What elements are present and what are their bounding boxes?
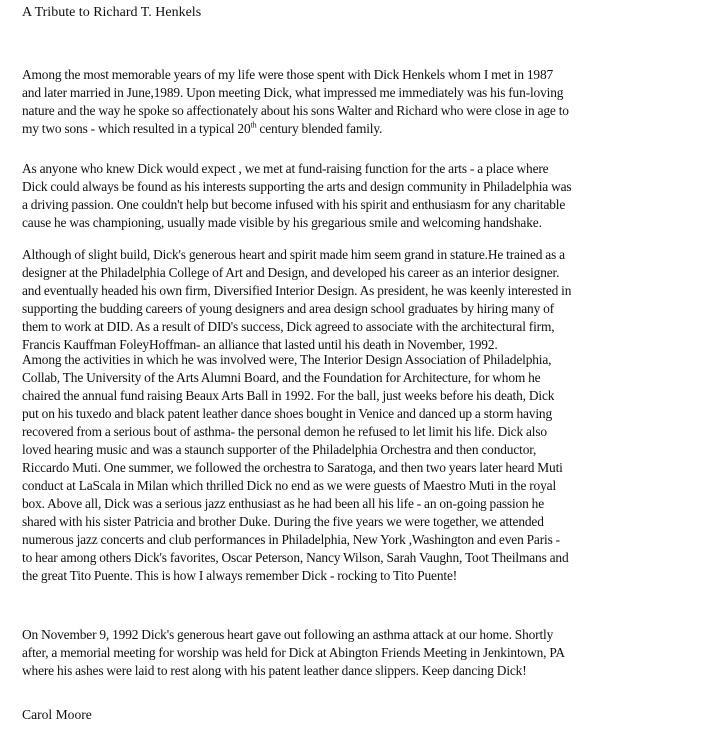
paragraph-line: Francis Kauffman FoleyHoffman- an alliance that lasted until his death in November, 1992. bbox=[22, 337, 498, 352]
paragraph-line: nature and the way he spoke so affectionately about his sons Walter and Richard who were close in age to bbox=[22, 103, 569, 118]
paragraph-line: As anyone who knew Dick would expect , we met at fund-raising function for the arts - a place where bbox=[22, 161, 549, 176]
paragraph-line: loved hearing music and was a staunch supporter of the Philadelphia Orchestra and then conductor, bbox=[22, 442, 537, 457]
paragraph-arts-community bbox=[22, 160, 722, 232]
paragraph-line: shared with his sister Patricia and brother Duke. During the five years we were together, we attended bbox=[22, 514, 544, 529]
paragraph-line: where his ashes were laid to rest along with his patent leather dance slippers. Keep dancing Dick! bbox=[22, 663, 527, 678]
paragraph-line: Riccardo Muti. One summer, we followed the orchestra to Saratoga, and then two years later heard Muti bbox=[22, 460, 563, 475]
paragraph-line: and eventually headed his own firm, Diversified Interior Design. As president, he was keenly interested in bbox=[22, 283, 572, 298]
paragraph-line: designer at the Philadelphia College of Art and Design, and developed his career as an interior designer. bbox=[22, 265, 560, 280]
paragraph-line: them to work at DID. As a result of DID's success, Dick agreed to associate with the architectural firm, bbox=[22, 319, 555, 334]
line-text-after-superscript: century blended family. bbox=[256, 121, 383, 136]
paragraph-line: chaired the annual fund raising Beaux Arts Ball in 1992. For the ball, just weeks before his death, Dick bbox=[22, 388, 555, 403]
paragraph-line: box. Above all, Dick was a serious jazz enthusiast as he had been all his life - an on-going passion he bbox=[22, 496, 544, 511]
line-text-before-superscript: my two sons - which resulted in a typical 20 bbox=[22, 121, 251, 136]
paragraph-line: and later married in June,1989. Upon meeting Dick, what impressed me immediately was his fun-loving bbox=[22, 85, 564, 100]
paragraph-line: a driving passion. One couldn't help but become infused with his spirit and enthusiasm for any charitable bbox=[22, 197, 566, 212]
paragraph-line: supporting the budding careers of young designers and area design school graduates by hiring many of bbox=[22, 301, 554, 316]
author-signature: Carol Moore bbox=[22, 707, 92, 722]
paragraph-line-with-superscript bbox=[22, 120, 722, 138]
paragraph-line: recovered from a serious bout of asthma- the personal demon he refused to let limit his life. Dick also bbox=[22, 424, 547, 439]
paragraph-line: Dick could always be found as his interests supporting the arts and design community in Philadelphia was bbox=[22, 179, 572, 194]
paragraph-line: Collab, The University of the Arts Alumni Board, and the Foundation for Architecture, for whom he bbox=[22, 370, 541, 385]
paragraph-line: Among the most memorable years of my life were those spent with Dick Henkels whom I met in 1987 bbox=[22, 67, 554, 82]
paragraph-line: Although of slight build, Dick's generous heart and spirit made him seem grand in stature.He trained as a bbox=[22, 247, 565, 262]
paragraph-line: On November 9, 1992 Dick's generous heart gave out following an asthma attack at our home. Shortly bbox=[22, 627, 554, 642]
paragraph-line: put on his tuxedo and black patent leather dance shoes bought in Venice and danced up a storm having bbox=[22, 406, 553, 421]
document-title: A Tribute to Richard T. Henkels bbox=[22, 5, 202, 20]
paragraph-line: cause he was championing, usually made visible by his gregarious smile and welcoming handshake. bbox=[22, 215, 542, 230]
century-superscript: th bbox=[250, 120, 257, 130]
paragraph-line: the great Tito Puente. This is how I always remember Dick - rocking to Tito Puente! bbox=[22, 568, 458, 583]
paragraph-memorial bbox=[22, 626, 722, 680]
paragraph-activities-and-music bbox=[22, 351, 722, 585]
paragraph-line: conduct at LaScala in Milan which thrilled Dick no end as we were guests of Maestro Muti in the royal bbox=[22, 478, 557, 493]
paragraph-design-career bbox=[22, 246, 722, 354]
paragraph-line: Among the activities in which he was involved were, The Interior Design Association of Philadelphia, bbox=[22, 352, 552, 367]
paragraph-line: to hear among others Dick's favorites, Oscar Peterson, Nancy Wilson, Sarah Vaughn, Toot Theilmans and bbox=[22, 550, 569, 565]
paragraph-line: after, a memorial meeting for worship was held for Dick at Abington Friends Meeting in Jenkintown, PA bbox=[22, 645, 565, 660]
paragraph-line: numerous jazz concerts and club performances in Philadelphia, New York ,Washington and even Paris - bbox=[22, 532, 560, 547]
paragraph-first-meeting bbox=[22, 66, 722, 138]
